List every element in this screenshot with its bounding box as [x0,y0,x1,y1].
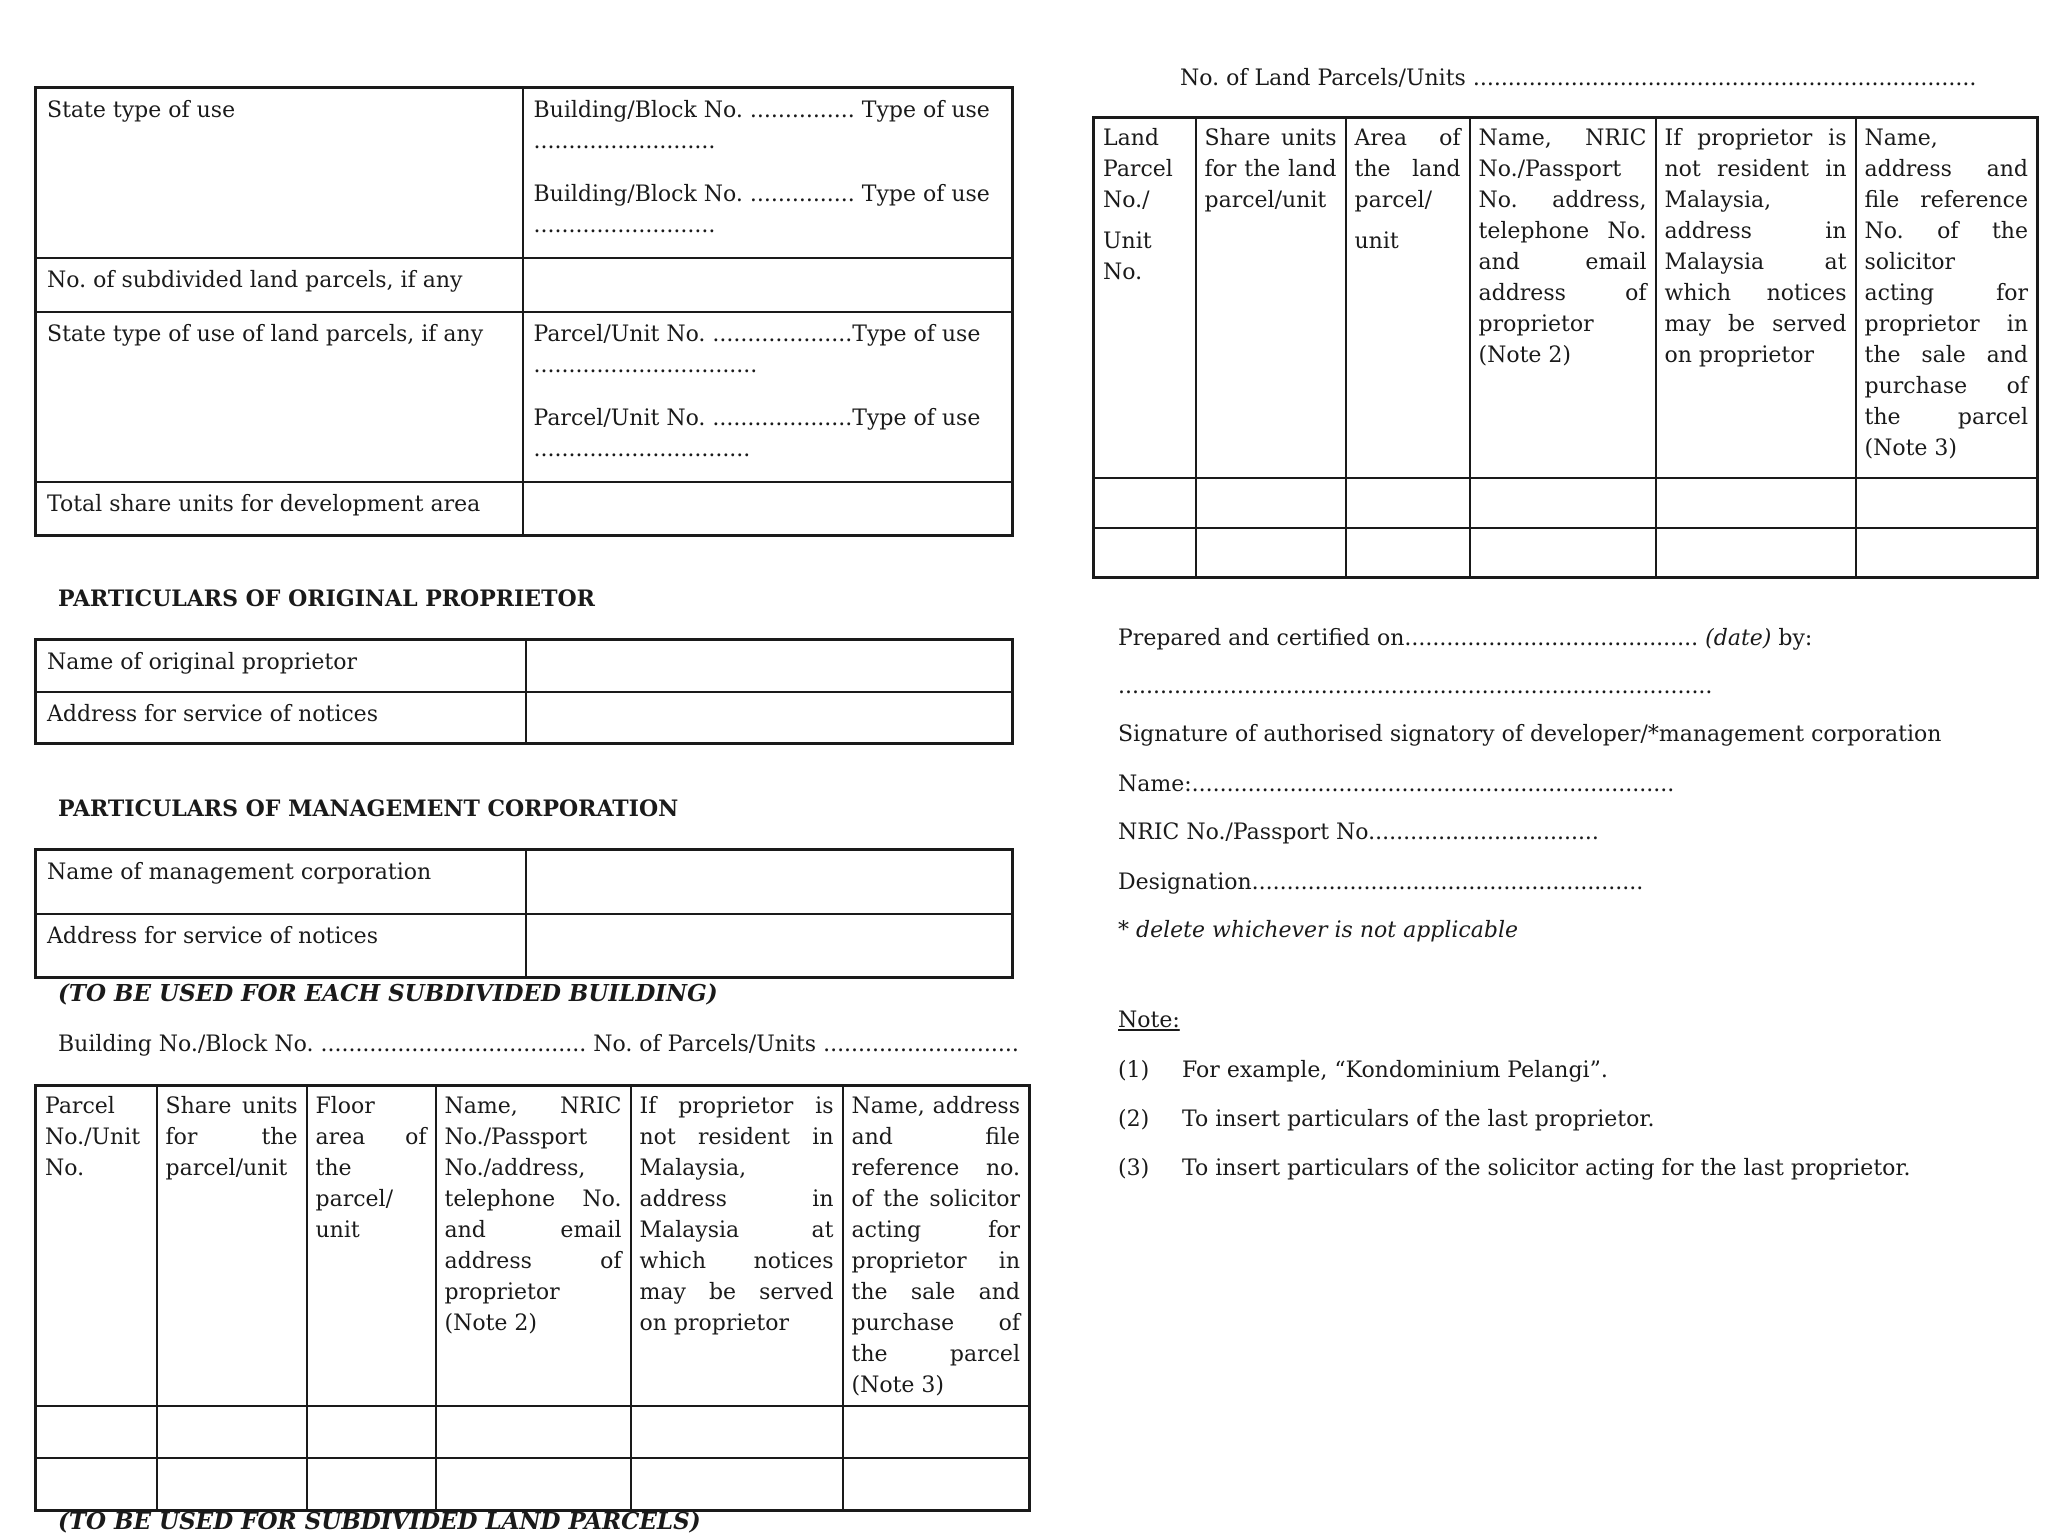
management-corporation-heading: PARTICULARS OF MANAGEMENT CORPORATION [58,796,679,822]
note-heading: Note: [1118,1008,1180,1033]
use-table [34,86,1014,537]
table-cell[interactable] [1196,528,1346,578]
nric-line: NRIC No./Passport No................................. [1118,820,1599,845]
parcel-line-2: Parcel/Unit No. ....................Type of use [533,405,981,431]
use-type-label: State type of use [36,88,523,258]
table-cell[interactable] [631,1406,843,1458]
table-cell[interactable] [631,1458,843,1510]
table-cell[interactable] [1196,478,1346,528]
management-corporation-table [34,848,1014,979]
land-parcels-line: No. of Land Parcels/Units ........................................................................ [1180,66,1977,91]
table-cell[interactable] [1094,528,1196,578]
subdivided-parcels-label: No. of subdivided land parcels, if any [36,258,523,312]
table-cell[interactable] [1470,528,1656,578]
designation-line: Designation........................................................ [1118,870,1644,895]
header-land-parcel-no-line1: Land Parcel No./ [1103,126,1173,213]
table-cell[interactable] [1346,478,1470,528]
header-land-parcel-no [1094,118,1196,478]
note-number: (1) [1118,1058,1150,1083]
management-corporation-address-label: Address for service of notices [36,914,526,978]
note-text: To insert particulars of the solicitor acting for the last proprietor. [1182,1156,1911,1181]
note-text: To insert particulars of the last proprietor. [1182,1107,1655,1132]
parcel-line-2-cont: ............................... [533,436,751,462]
table-cell[interactable] [843,1458,1030,1510]
list-item [1118,1107,1911,1156]
header-proprietor-details: Name, NRIC No./Passport No./address, telephone No. and email address of proprietor (Note 2) [436,1086,631,1407]
notes-list [1118,1058,1911,1205]
table-cell[interactable] [1656,478,1856,528]
original-proprietor-address-label: Address for service of notices [36,692,526,744]
header-parcel-no: Parcel No./Unit No. [36,1086,157,1407]
original-proprietor-table [34,638,1014,745]
parcel-line-1-cont: ................................ [533,352,758,378]
building-line-1-cont: .......................... [533,129,716,154]
original-proprietor-heading: PARTICULARS OF ORIGINAL PROPRIETOR [58,586,595,612]
table-cell[interactable] [307,1458,436,1510]
original-proprietor-address-field[interactable] [526,692,1013,744]
table-cell[interactable] [1346,528,1470,578]
parcel-line-1: Parcel/Unit No. ....................Type of use [533,321,981,347]
note-number: (2) [1118,1107,1150,1132]
subdivided-land-caption: (TO BE USED FOR SUBDIVIDED LAND PARCELS) [58,1508,701,1535]
table-cell[interactable] [1656,528,1856,578]
table-cell[interactable] [843,1406,1030,1458]
management-corporation-address-field[interactable] [526,914,1013,978]
header-land-area-line1: Area of the land parcel/ [1354,126,1461,213]
management-corporation-name-field[interactable] [526,850,1013,914]
note-text: For example, “Kondominium Pelangi”. [1182,1058,1608,1083]
table-cell[interactable] [36,1458,157,1510]
building-line-1: Building/Block No. ............... Type of use [533,98,990,123]
table-cell[interactable] [36,1406,157,1458]
management-corporation-name-label: Name of management corporation [36,850,526,914]
building-line-2-cont: .......................... [533,213,716,238]
header-land-area-line2: unit [1354,229,1399,254]
header-land-non-resident-address: If proprietor is not resident in Malaysia, address in Malaysia at which notices may be served on proprietor [1656,118,1856,478]
building-parcels-table [34,1084,1031,1512]
name-line: Name:..................................................................... [1118,772,1675,797]
header-solicitor: Name, address and file reference no. of the solicitor acting for proprietor in the sale and purchase of the parcel (Note 3) [843,1086,1030,1407]
building-block-line: Building No./Block No. ...................................... No. of Parcels/Units ............................ [58,1032,1019,1057]
total-share-units-field[interactable] [523,482,1013,536]
header-land-share-units: Share units for the land parcel/unit [1196,118,1346,478]
table-cell[interactable] [157,1458,307,1510]
parcel-type-cell[interactable] [523,312,1013,482]
signature-label: Signature of authorised signatory of developer/*management corporation [1118,722,1942,747]
prepared-suffix: by: [1778,626,1813,651]
building-line-2: Building/Block No. ............... Type of use [533,182,990,207]
header-land-parcel-no-line2: Unit No. [1103,229,1152,285]
subdivided-parcels-field[interactable] [523,258,1013,312]
note-number: (3) [1118,1156,1150,1181]
signature-dots: ..................................................................................... [1118,674,1713,699]
total-share-units-label: Total share units for development area [36,482,523,536]
subdivided-building-caption: (TO BE USED FOR EACH SUBDIVIDED BUILDING) [58,980,718,1007]
land-parcels-table [1092,116,2039,579]
table-cell[interactable] [436,1458,631,1510]
parcel-use-label: State type of use of land parcels, if any [36,312,523,482]
table-cell[interactable] [157,1406,307,1458]
header-share-units: Share units for the parcel/unit [157,1086,307,1407]
prepared-prefix: Prepared and certified on.......................................... [1118,626,1699,651]
table-cell[interactable] [1856,528,2038,578]
list-item [1118,1156,1911,1205]
header-land-area [1346,118,1470,478]
header-floor-area: Floor area of the parcel/ unit [307,1086,436,1407]
delete-note: * delete whichever is not applicable [1118,918,1519,943]
table-cell[interactable] [1470,478,1656,528]
header-non-resident-address: If proprietor is not resident in Malaysia, address in Malaysia at which notices may be served on proprietor [631,1086,843,1407]
list-item [1118,1058,1911,1107]
table-cell[interactable] [307,1406,436,1458]
header-land-proprietor-details: Name, NRIC No./Passport No. address, telephone No. and email address of proprietor (Note 2) [1470,118,1656,478]
table-cell[interactable] [436,1406,631,1458]
original-proprietor-name-field[interactable] [526,640,1013,692]
prepared-date-label: (date) [1705,626,1772,651]
header-land-solicitor: Name, address and file reference No. of the solicitor acting for proprietor in the sale and purchase of the parcel (Note 3) [1856,118,2038,478]
original-proprietor-name-label: Name of original proprietor [36,640,526,692]
prepared-certified-line [1118,626,1812,651]
table-cell[interactable] [1094,478,1196,528]
table-cell[interactable] [1856,478,2038,528]
building-type-cell[interactable] [523,88,1013,258]
